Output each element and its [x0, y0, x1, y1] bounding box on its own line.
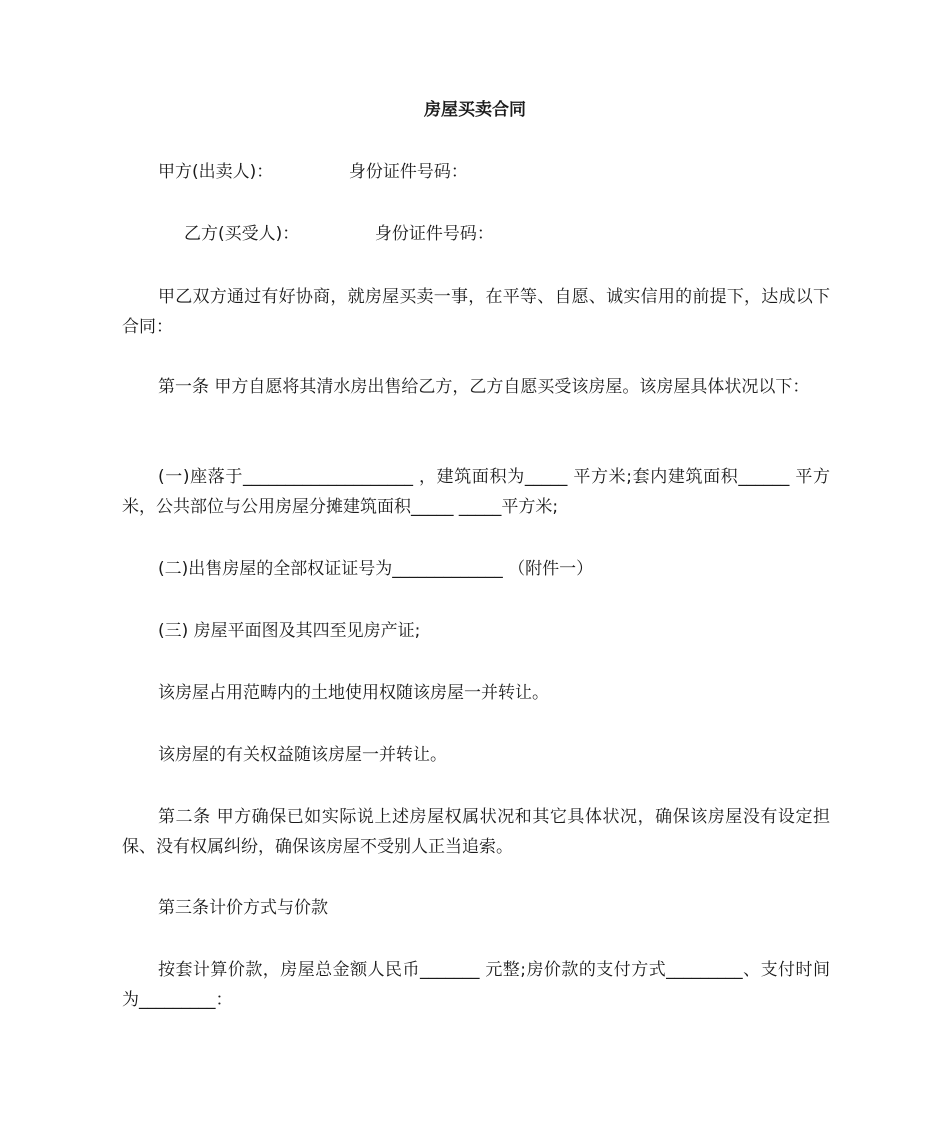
article-one-text: 第一条 甲方自愿将其清水房出售给乙方，乙方自愿买受该房屋。该房屋具体状况以下： — [158, 377, 810, 397]
item-three-text: (三) 房屋平面图及其四至见房产证; — [158, 621, 421, 641]
land-use-paragraph — [122, 678, 830, 708]
party-b-line: 乙方(买受人)： 身份证件号码： — [184, 224, 494, 244]
intro-paragraph — [122, 282, 830, 342]
price-text: 按套计算价款，房屋总金额人民币_______ 元整;房价款的支付方式_________、支付时间为_________： — [122, 960, 830, 1010]
article-two-paragraph — [122, 802, 830, 862]
item-three-paragraph — [122, 616, 830, 646]
item-two-paragraph — [122, 554, 830, 584]
article-two-text: 第二条 甲方确保已如实际说上述房屋权属状况和其它具体状况，确保该房屋没有设定担保、没有权属纠纷，确保该房屋不受别人正当追索。 — [122, 807, 830, 857]
article-one-paragraph — [122, 372, 830, 402]
item-one-text: (一)座落于____________________ ，建筑面积为_____ 平方米;套内建筑面积______ 平方米，公共部位与公用房屋分摊建筑面积_____ _____平方米; — [122, 467, 830, 517]
article-three-heading — [122, 893, 830, 923]
rights-paragraph — [122, 740, 830, 770]
article-three-text: 第三条计价方式与价款 — [158, 898, 328, 918]
intro-text: 甲乙双方通过有好协商，就房屋买卖一事，在平等、自愿、诚实信用的前提下，达成以下合同： — [122, 287, 830, 337]
price-paragraph — [122, 955, 830, 1015]
item-one-paragraph — [122, 462, 830, 522]
land-use-text: 该房屋占用范畴内的土地使用权随该房屋一并转让。 — [158, 683, 549, 703]
rights-text: 该房屋的有关权益随该房屋一并转让。 — [158, 745, 447, 765]
party-a-line: 甲方(出卖人)： 身份证件号码： — [158, 162, 468, 182]
document-title: 房屋买卖合同 — [424, 100, 526, 120]
item-two-text: (二)出售房屋的全部权证证号为_____________ （附件一） — [158, 559, 594, 579]
